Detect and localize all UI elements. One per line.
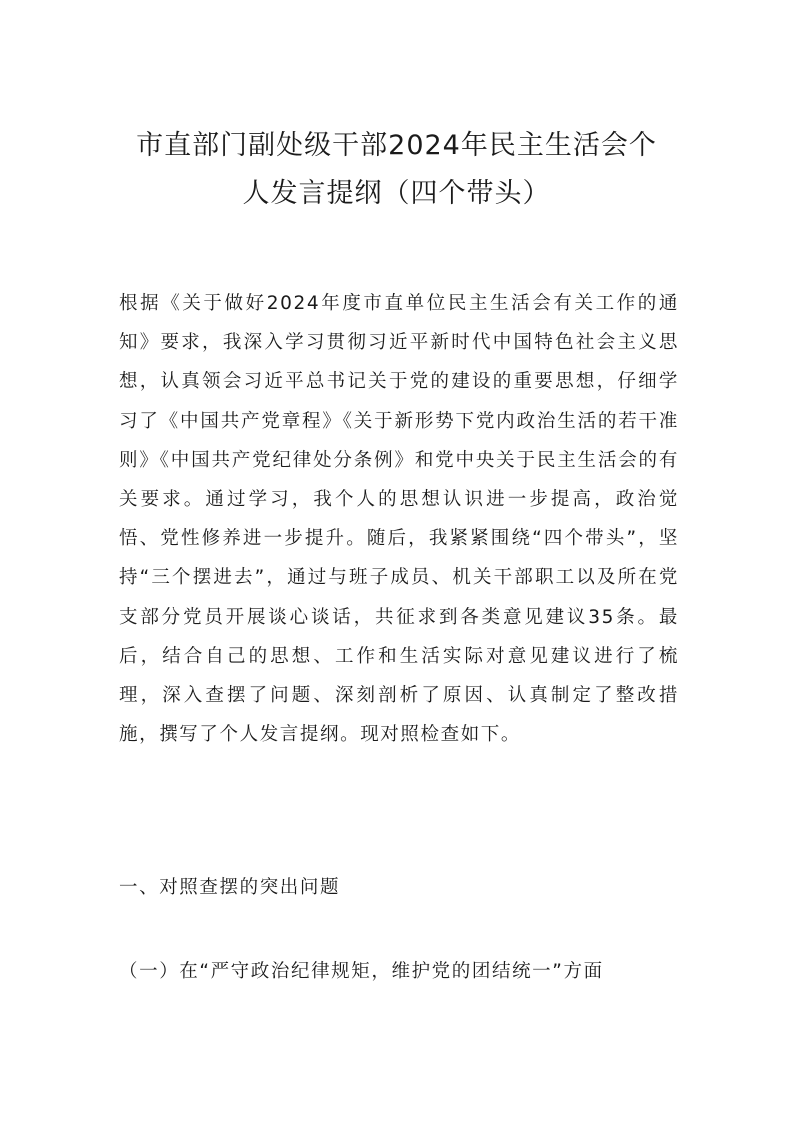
subsection-heading-1: （一）在“严守政治纪律规矩，维护党的团结统一”方面 — [119, 961, 604, 982]
document-title-line-2: 人发言提纲（四个带头） — [242, 178, 551, 209]
document-title-line-1: 市直部门副处级干部2024年民主生活会个 — [136, 130, 657, 161]
section-heading-1: 一、对照查摆的突出问题 — [119, 877, 341, 898]
intro-paragraph: 根据《关于做好2024年度市直单位民主生活会有关工作的通知》要求，我深入学习贯彻习近平新时代中国特色社会主义思想，认真领会习近平总书记关于党的建设的重要思想，仔细学习了《中国共产党章程》《关于新形势下党内政治生活的若干准则》《中国共产党纪律处分条例》和党中央关于民主生活会的有关要求。通过学习，我个人的思想认识进一步提高，政治觉悟、党性修养进一步提升。随后，我紧紧围绕“四个带头”，坚持“三个摆进去”，通过与班子成员、机关干部职工以及所在党支部分党员开展谈心谈话，共征求到各类意见建议35条。最后，结合自己的思想、工作和生活实际对意见建议进行了梳理，深入查摆了问题、深刻剖析了原因、认真制定了整改措施，撰写了个人发言提纲。现对照检查如下。 — [119, 293, 679, 746]
